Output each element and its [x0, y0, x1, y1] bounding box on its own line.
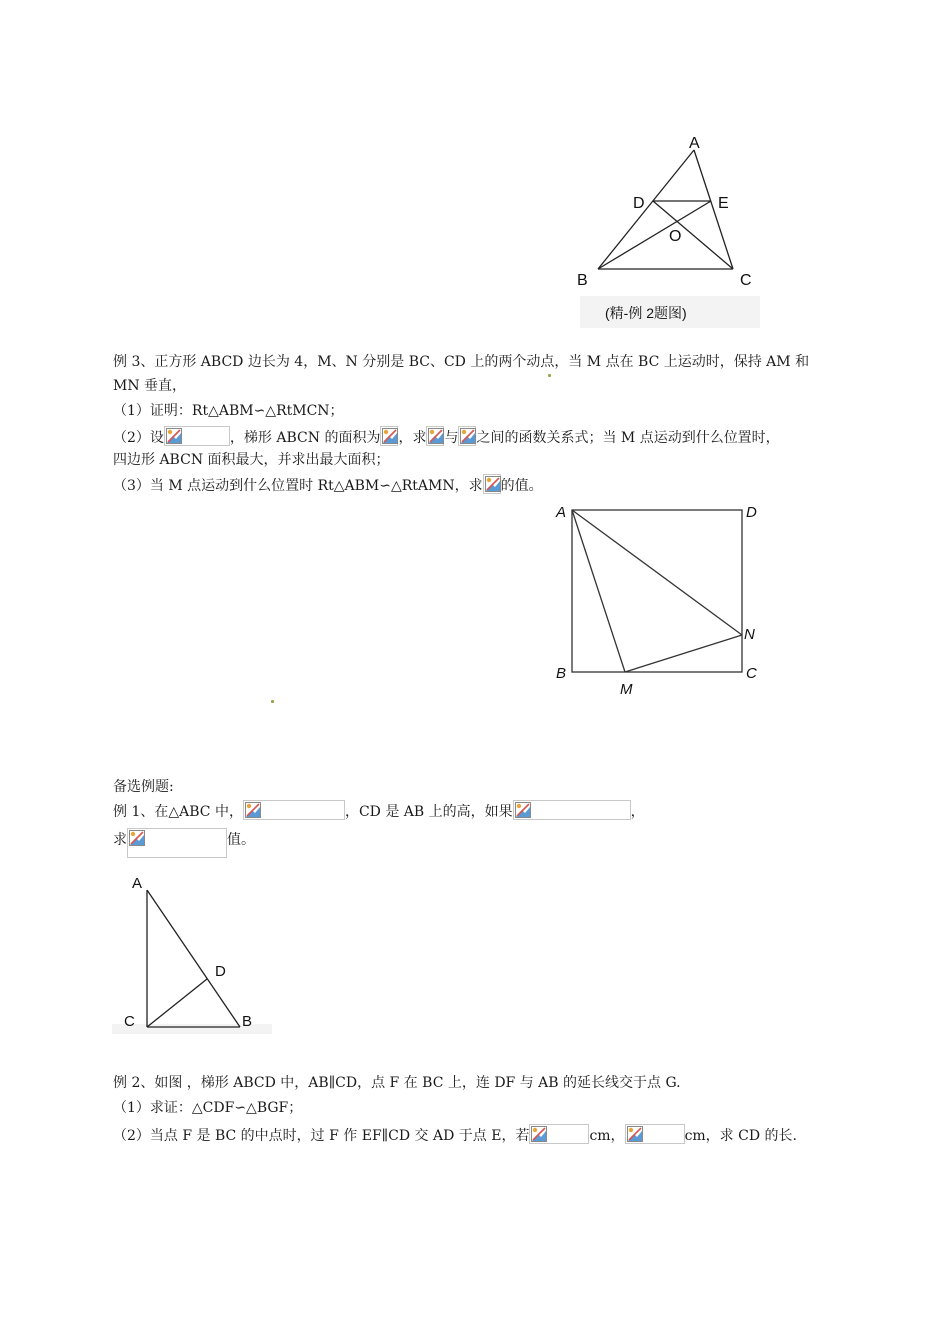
stray-dot [271, 700, 274, 703]
label-b: B [577, 272, 588, 289]
backup-ex1-line2: 求 值。 [113, 828, 255, 858]
label-b: B [242, 1013, 253, 1030]
segment-mn [625, 635, 742, 672]
ex3-stem-line1: 例 3、正方形 ABCD 边长为 4，M、N 分别是 BC、CD 上的两个动点，当 M 点在 BC 上运动时，保持 AM 和 [113, 354, 810, 370]
formula-placeholder [529, 1124, 589, 1144]
formula-placeholder [483, 474, 501, 494]
label-a: A [556, 504, 567, 521]
backup-title: 备选例题: [113, 779, 174, 795]
label-e: E [718, 195, 729, 212]
ex3-q2-line2: 四边形 ABCN 面积最大，并求出最大面积； [113, 452, 390, 468]
label-n: N [744, 626, 755, 643]
formula-placeholder [127, 828, 227, 858]
formula-placeholder [164, 426, 230, 446]
segment-am [572, 510, 625, 672]
broken-image-icon [460, 428, 476, 444]
formula-placeholder [513, 800, 631, 820]
broken-image-icon [382, 428, 398, 444]
formula-placeholder [243, 800, 345, 820]
label-c: C [740, 272, 752, 289]
ex3-q2: （2）设 ，梯形 ABCN 的面积为 ，求 与 之间的函数关系式；当 M 点运动到什么位置时， [113, 426, 780, 447]
label-c: C [124, 1013, 135, 1030]
broken-image-icon [245, 802, 261, 818]
ex2-q1: （1）求证：△CDF∽△BGF； [113, 1100, 303, 1116]
broken-image-icon [531, 1126, 547, 1142]
segment-an [572, 510, 742, 635]
ex3-stem-line2: MN 垂直， [113, 378, 187, 394]
ex3-q1: （1）证明：Rt△ABM∽△RtMCN； [113, 403, 344, 419]
formula-placeholder [625, 1124, 685, 1144]
square-outline [572, 510, 742, 672]
broken-image-icon [627, 1126, 643, 1142]
label-m: M [620, 681, 633, 698]
label-c: C [746, 665, 757, 682]
segment-be [598, 201, 711, 269]
formula-placeholder [426, 426, 444, 446]
label-d: D [746, 504, 757, 521]
ex2-stem: 例 2、如图 ，梯形 ABCD 中，AB∥CD，点 F 在 BC 上，连 DF 与 AB 的延长线交于点 G. [113, 1075, 681, 1091]
broken-image-icon [485, 476, 501, 492]
ex3-q3: （3）当 M 点运动到什么位置时 Rt△ABM∽△RtAMN，求 的值。 [113, 474, 543, 495]
label-d: D [215, 963, 226, 980]
broken-image-icon [129, 830, 145, 846]
label-a: A [132, 875, 143, 892]
backup-ex1: 例 1、在△ABC 中， ，CD 是 AB 上的高，如果 ， [113, 800, 645, 821]
figure-caption: (精-例 2题图) [605, 305, 687, 321]
edge-ab [598, 150, 694, 269]
label-o: O [669, 228, 682, 245]
edge-ab [147, 890, 240, 1027]
broken-image-icon [166, 428, 182, 444]
figure-triangle-abc [565, 128, 765, 328]
label-b: B [556, 665, 567, 682]
stray-dot [548, 374, 551, 377]
ex2-q2: （2）当点 F 是 BC 的中点时，过 F 作 EF∥CD 交 AD 于点 E，若 cm， cm，求 CD 的长. [113, 1124, 797, 1145]
label-d: D [633, 195, 645, 212]
formula-placeholder [458, 426, 476, 446]
formula-placeholder [380, 426, 398, 446]
label-a: A [689, 135, 700, 152]
broken-image-icon [428, 428, 444, 444]
altitude-cd [147, 979, 207, 1027]
figure-right-triangle [112, 868, 282, 1038]
broken-image-icon [515, 802, 531, 818]
figure-square-abcd [550, 500, 770, 700]
